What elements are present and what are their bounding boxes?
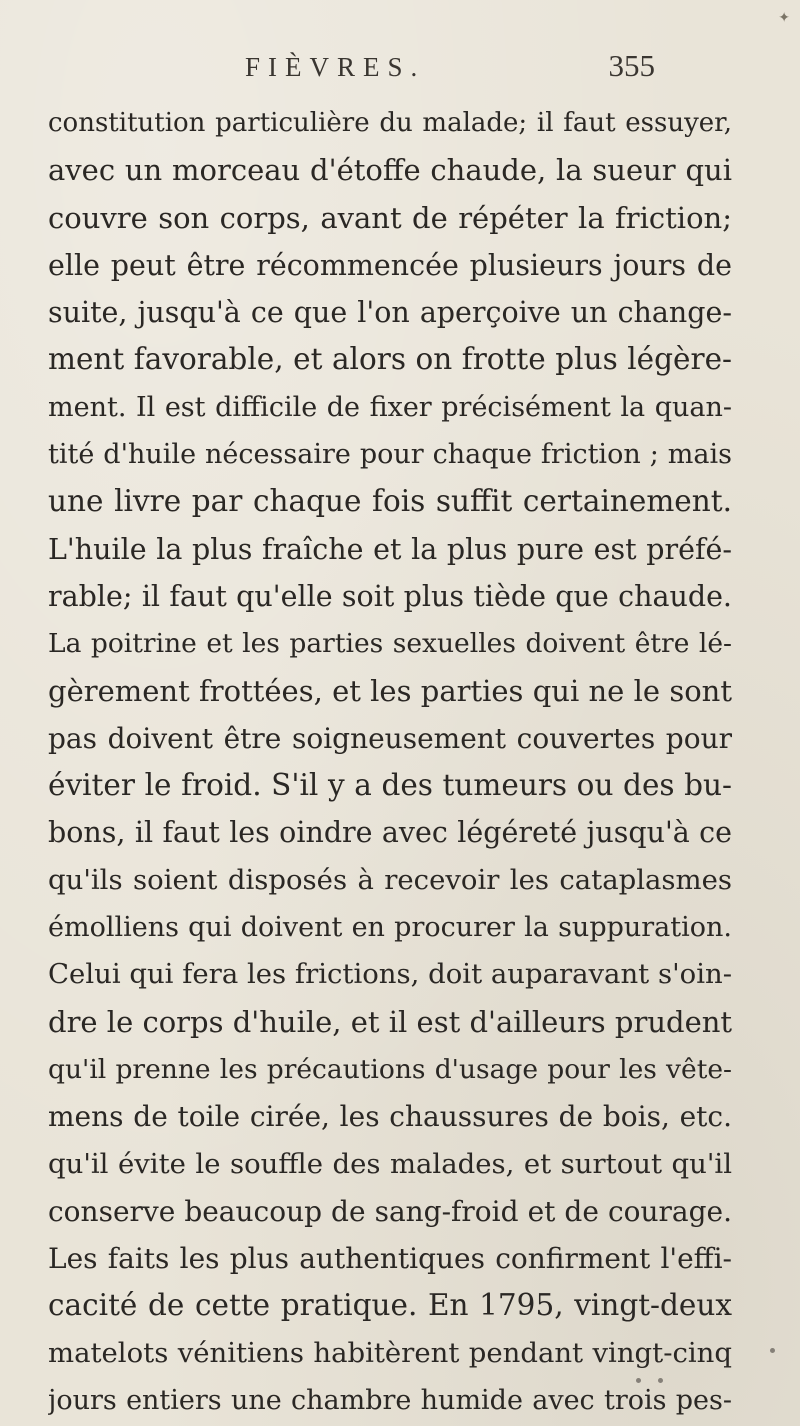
text-line: qu'ils soient disposés à recevoir les cataplasmes	[48, 863, 732, 896]
text-line: avec un morceau d'étoffe chaude, la sueur qui	[48, 153, 732, 188]
page-number: 355	[608, 48, 655, 83]
text-line: une livre par chaque fois suffit certainement.	[48, 484, 732, 519]
text-line: conserve beaucoup de sang-froid et de courage.	[48, 1194, 732, 1228]
text-line: pas doivent être soigneusement couvertes pour	[48, 721, 732, 755]
page-edge-mark-icon: ✦	[778, 10, 790, 26]
text-line: La poitrine et les parties sexuelles doivent être lé-	[48, 628, 732, 660]
text-line: ment favorable, et alors on frotte plus légère-	[48, 342, 732, 377]
text-line: éviter le froid. S'il y a des tumeurs ou des bu-	[48, 768, 732, 803]
ink-speck	[770, 1348, 775, 1353]
text-line: elle peut être récommencée plusieurs jours de	[48, 248, 732, 282]
text-line: ment. Il est difficile de fixer précisément la quan-	[48, 391, 732, 423]
text-line: matelots vénitiens habitèrent pendant vingt-cinq	[48, 1336, 732, 1369]
text-line: rable; il faut qu'elle soit plus tiède que chaude.	[48, 579, 732, 613]
text-line: dre le corps d'huile, et il est d'ailleurs prudent	[48, 1004, 732, 1039]
text-line: cacité de cette pratique. En 1795, vingt-deux	[48, 1288, 732, 1323]
running-head	[0, 48, 800, 92]
text-line: mens de toile cirée, les chaussures de bois, etc.	[48, 1100, 732, 1134]
ink-speck	[636, 1378, 641, 1383]
text-line: gèrement frottées, et les parties qui ne le sont	[48, 673, 732, 708]
body-text	[48, 100, 732, 1424]
ink-speck	[658, 1378, 663, 1383]
text-line: émolliens qui doivent en procurer la suppuration.	[48, 912, 732, 944]
text-line: L'huile la plus fraîche et la plus pure est préfé-	[48, 532, 732, 566]
text-line: bons, il faut les oindre avec légéreté jusqu'à ce	[48, 816, 732, 850]
text-line: Celui qui fera les frictions, doit auparavant s'oin-	[48, 958, 732, 991]
text-line: qu'il évite le souffle des malades, et surtout qu'il	[48, 1147, 732, 1180]
text-line: Les faits les plus authentiques confirment l'effi-	[48, 1242, 732, 1276]
text-line: suite, jusqu'à ce que l'on aperçoive un change-	[48, 296, 732, 330]
running-title: FIÈVRES.	[245, 52, 426, 82]
text-line: qu'il prenne les précautions d'usage pour les vête-	[48, 1053, 732, 1085]
text-line: tité d'huile nécessaire pour chaque friction ; mais	[48, 439, 732, 471]
text-line: constitution particulière du malade; il faut essuyer,	[48, 108, 732, 138]
text-line: jours entiers une chambre humide avec trois pes-	[48, 1385, 732, 1417]
text-line: couvre son corps, avant de répéter la friction;	[48, 200, 732, 235]
